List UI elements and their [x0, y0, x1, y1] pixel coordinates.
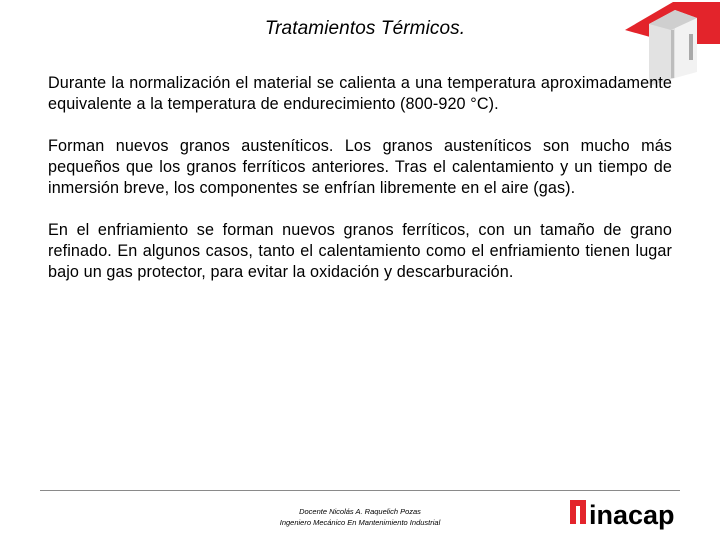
paragraph-austenitic-grains: Forman nuevos granos austeníticos. Los granos austeníticos son mucho más pequeños que los granos ferríticos anteriores. Tras el calentamiento y un tiempo de inmersión breve, los componentes se enfrían libremente en el aire (gas).: [48, 137, 672, 197]
paragraph-cooling: En el enfriamiento se forman nuevos granos ferríticos, con un tamaño de grano refinado. En algunos casos, tanto el calentamiento como el enfriamiento tienen lugar bajo un gas protector, para evitar la oxidación y descarburación.: [48, 221, 672, 281]
author-line: Docente Nicolás A. Raquelich Pozas: [299, 507, 421, 516]
role-line: Ingeniero Mecánico En Mantenimiento Industrial: [279, 518, 441, 527]
footer-divider: [40, 490, 680, 491]
inacap-logo: [570, 498, 694, 534]
footer-credit: [220, 506, 500, 528]
slide-title: Tratamientos Térmicos.: [264, 18, 466, 39]
paragraph-normalization: Durante la normalización el material se calienta a una temperatura aproximadamente equivalente a la temperatura de endurecimiento (800-920 °C).: [48, 74, 672, 113]
brand-wordmark: inacap: [589, 500, 675, 530]
body-text: [48, 73, 672, 304]
